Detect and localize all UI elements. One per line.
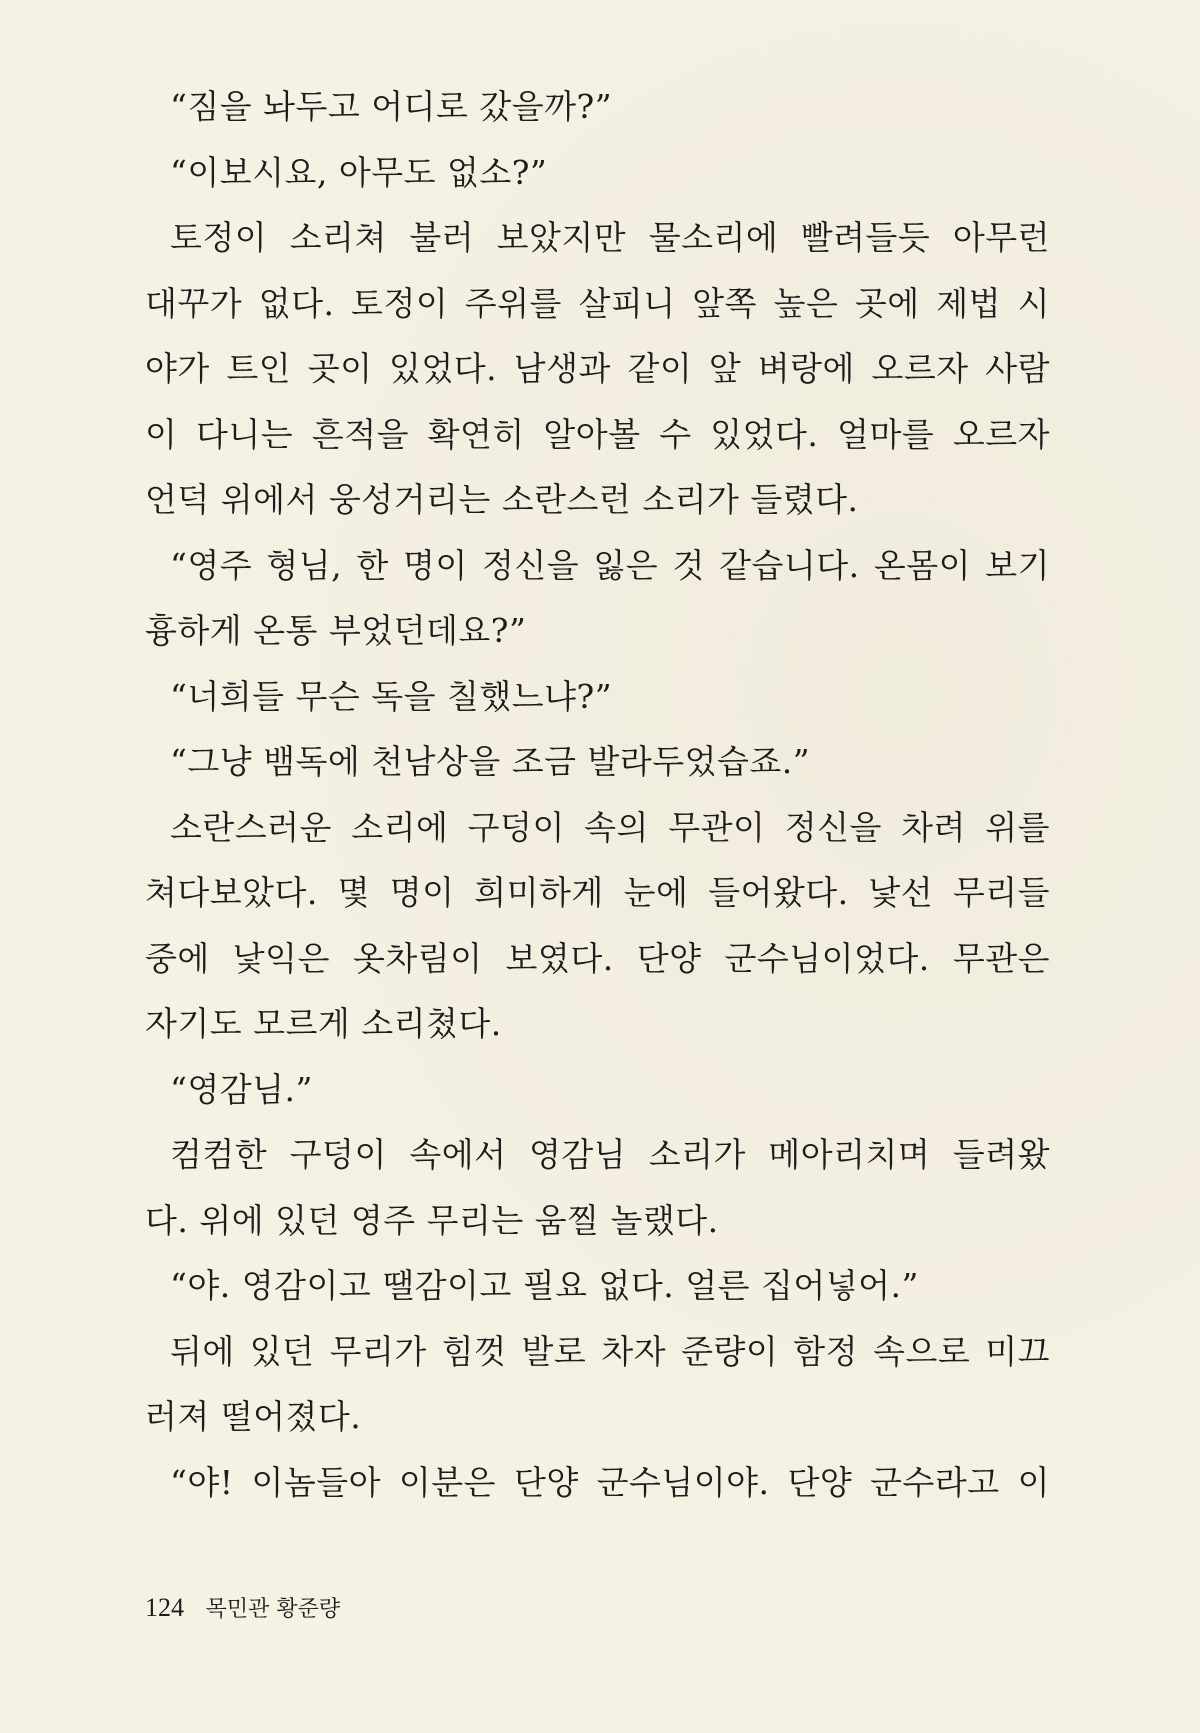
text-line: 흉하게 온통 부었던데요?”	[145, 611, 527, 650]
text-line: “야! 이놈들아 이분은 단양 군수님이야. 단양 군수라고 이	[170, 1462, 1050, 1502]
text-line: 대꾸가 없다. 토정이 주위를 살피니 앞쪽 높은 곳에 제법 시	[145, 283, 1050, 323]
text-line: 이 다니는 흔적을 확연히 알아볼 수 있었다. 얼마를 오르자	[145, 414, 1050, 454]
text-line: 중에 낯익은 옷차림이 보였다. 단양 군수님이었다. 무관은	[145, 938, 1050, 978]
text-line: “영주 형님, 한 명이 정신을 잃은 것 같습니다. 온몸이 보기	[170, 545, 1050, 585]
text-line: 러져 떨어졌다.	[145, 1397, 362, 1436]
text-line: 소란스러운 소리에 구덩이 속의 무관이 정신을 차려 위를	[170, 807, 1050, 847]
text-line: 토정이 소리쳐 불러 보았지만 물소리에 빨려들듯 아무런	[170, 218, 1050, 257]
text-line: “영감님.”	[170, 1069, 313, 1109]
page-footer	[145, 1593, 340, 1625]
text-line: 야가 트인 곳이 있었다. 남생과 같이 앞 벼랑에 오르자 사람	[145, 349, 1050, 388]
text-line: 언덕 위에서 웅성거리는 소란스런 소리가 들렸다.	[145, 480, 859, 519]
running-title: 목민관 황준량	[205, 1597, 341, 1622]
text-line: 쳐다보았다. 몇 명이 희미하게 눈에 들어왔다. 낯선 무리들	[145, 873, 1050, 912]
text-line: “너희들 무슨 독을 칠했느냐?”	[170, 676, 613, 716]
text-line: 컴컴한 구덩이 속에서 영감님 소리가 메아리치며 들려왔	[170, 1135, 1050, 1174]
page-number: 124	[145, 1593, 184, 1622]
text-line: 뒤에 있던 무리가 힘껏 발로 차자 준량이 함정 속으로 미끄	[170, 1331, 1050, 1371]
text-line: “짐을 놔두고 어디로 갔을까?”	[170, 87, 613, 126]
text-line: 다. 위에 있던 영주 무리는 움찔 놀랬다.	[145, 1200, 719, 1240]
text-line: “그냥 뱀독에 천남상을 조금 발라두었습죠.”	[170, 742, 811, 781]
text-line: “야. 영감이고 땔감이고 필요 없다. 얼른 집어넣어.”	[170, 1266, 919, 1305]
text-line: “이보시요, 아무도 없소?”	[170, 152, 548, 192]
text-line: 자기도 모르게 소리쳤다.	[145, 1004, 502, 1043]
body-text	[145, 84, 1050, 1525]
